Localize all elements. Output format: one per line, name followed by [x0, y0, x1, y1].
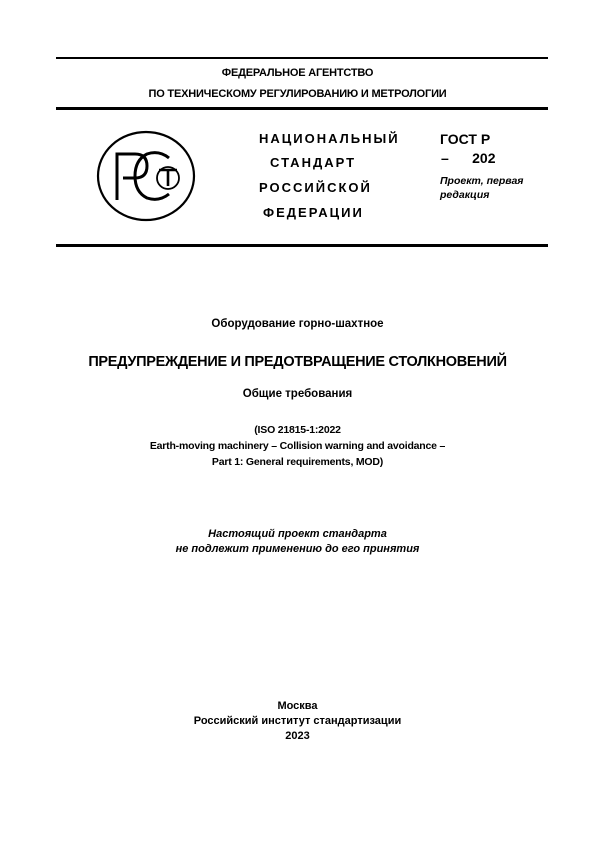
- draft-note-line-1: Настоящий проект стандарта: [208, 528, 387, 540]
- standard-type-line-2: СТАНДАРТ: [270, 155, 357, 170]
- iso-ref-line-1: (ISO 21815-1:2022: [254, 424, 341, 436]
- gost-label: ГОСТ Р: [440, 131, 491, 147]
- standard-category: Оборудование горно-шахтное: [211, 318, 384, 330]
- publication-city: Москва: [277, 700, 318, 712]
- agency-line-1: ФЕДЕРАЛЬНОЕ АГЕНТСТВО: [221, 67, 374, 79]
- publication-year: 2023: [285, 730, 310, 742]
- draft-edition-line-2: редакция: [440, 189, 490, 201]
- iso-ref-line-3: Part 1: General requirements, MOD): [211, 456, 384, 468]
- header-rule: [56, 107, 548, 110]
- rst-seal-icon: [95, 128, 197, 224]
- standard-type-line-1: НАЦИОНАЛЬНЫЙ: [259, 131, 400, 146]
- top-rule: [56, 57, 548, 59]
- gost-number: – 202: [441, 150, 496, 166]
- iso-ref-line-2: Earth-moving machinery – Collision warning and avoidance –: [149, 440, 446, 452]
- draft-note-line-2: не подлежит применению до его принятия: [175, 543, 420, 555]
- standard-type-line-4: ФЕДЕРАЦИИ: [263, 205, 364, 220]
- title-block-rule: [56, 244, 548, 247]
- draft-edition-line-1: Проект, первая: [440, 175, 524, 187]
- rst-seal-logo: [95, 128, 197, 224]
- publisher-name: Российский институт стандартизации: [193, 715, 402, 727]
- standard-subtitle: Общие требования: [242, 388, 353, 400]
- agency-line-2: ПО ТЕХНИЧЕСКОМУ РЕГУЛИРОВАНИЮ И МЕТРОЛОГИИ: [148, 88, 447, 100]
- standard-type-line-3: РОССИЙСКОЙ: [259, 180, 372, 195]
- standard-title: ПРЕДУПРЕЖДЕНИЕ И ПРЕДОТВРАЩЕНИЕ СТОЛКНОВЕНИЙ: [88, 354, 507, 370]
